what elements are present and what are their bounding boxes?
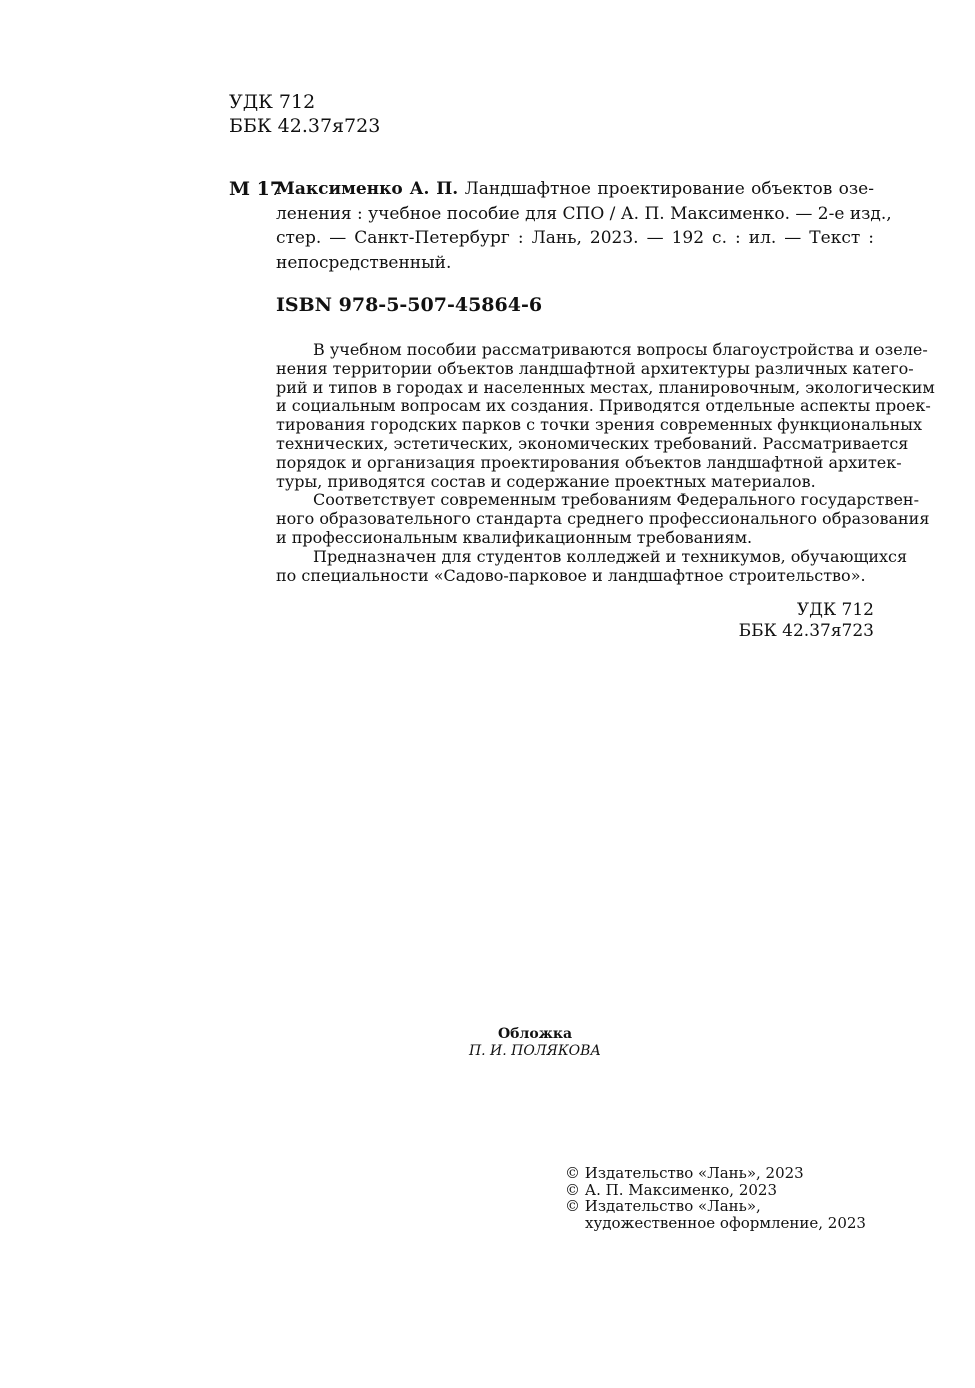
bib-line-1 (276, 177, 874, 202)
bib-line-3: стер. — Санкт-Петербург : Лань, 2023. — 192 с. : ил. — Текст : (276, 228, 874, 248)
annotation-line: Предназначен для студентов колледжей и техникумов, обучающихся (313, 546, 908, 566)
annotation-line: и профессиональным квалификационным требованиям. (276, 527, 753, 547)
annotation-line: и социальным вопросам их создания. Приводятся отдельные аспекты проек- (276, 396, 931, 416)
bbk-code: ББК 42.37я723 (229, 115, 381, 137)
bib-line-4: непосредственный. (276, 252, 452, 273)
cover-credit (400, 1026, 670, 1060)
annotation-line: туры, приводятся состав и содержание проектных материалов. (276, 471, 816, 491)
isbn: ISBN 978-5-507-45864-6 (276, 294, 543, 316)
udk-code-bottom: УДК 712 (796, 600, 874, 620)
cover-author: П. И. ПОЛЯКОВА (468, 1043, 602, 1059)
annotation-line: рий и типов в городах и населенных местах, планировочным, экологическим (276, 377, 935, 397)
copyright-line: © Издательство «Лань», (565, 1197, 761, 1215)
annotation (276, 340, 935, 585)
copyright-line: © Издательство «Лань», 2023 (565, 1164, 804, 1182)
bibliographic-record (276, 177, 892, 275)
cover-label: Обложка (497, 1026, 573, 1042)
annotation-line: порядок и организация проектирования объектов ландшафтной архитек- (276, 452, 902, 472)
udk-code: УДК 712 (229, 91, 316, 113)
copyright-block (565, 1165, 866, 1231)
udk-bbk-header (229, 90, 380, 138)
bib-title-start: Ландшафтное проектирование объектов озе- (458, 179, 874, 199)
annotation-line: нения территории объектов ландшафтной архитектуры различных катего- (276, 358, 914, 378)
annotation-line: В учебном пособии рассматриваются вопросы благоустройства и озеле- (313, 340, 928, 359)
annotation-line: технических, эстетических, экономических требований. Рассматривается (276, 433, 909, 453)
annotation-line: Соответствует современным требованиям Федерального государствен- (313, 490, 919, 510)
bib-author: Максименко А. П. (276, 179, 459, 199)
bbk-code-bottom: ББК 42.37я723 (738, 621, 874, 641)
bib-line-2: ленения : учебное пособие для СПО / А. П. Максименко. — 2-е изд., (276, 203, 892, 224)
copyright-line: художественное оформление, 2023 (585, 1213, 866, 1232)
catalog-mark: М 17 (229, 178, 284, 200)
copyright-line: © А. П. Максименко, 2023 (565, 1180, 778, 1199)
udk-bbk-footer (600, 600, 874, 642)
annotation-line: ного образовательного стандарта среднего профессионального образования (276, 509, 930, 529)
annotation-line: тирования городских парков с точки зрения современных функциональных (276, 415, 922, 435)
annotation-line: по специальности «Садово-парковое и ландшафтное строительство». (276, 565, 866, 585)
